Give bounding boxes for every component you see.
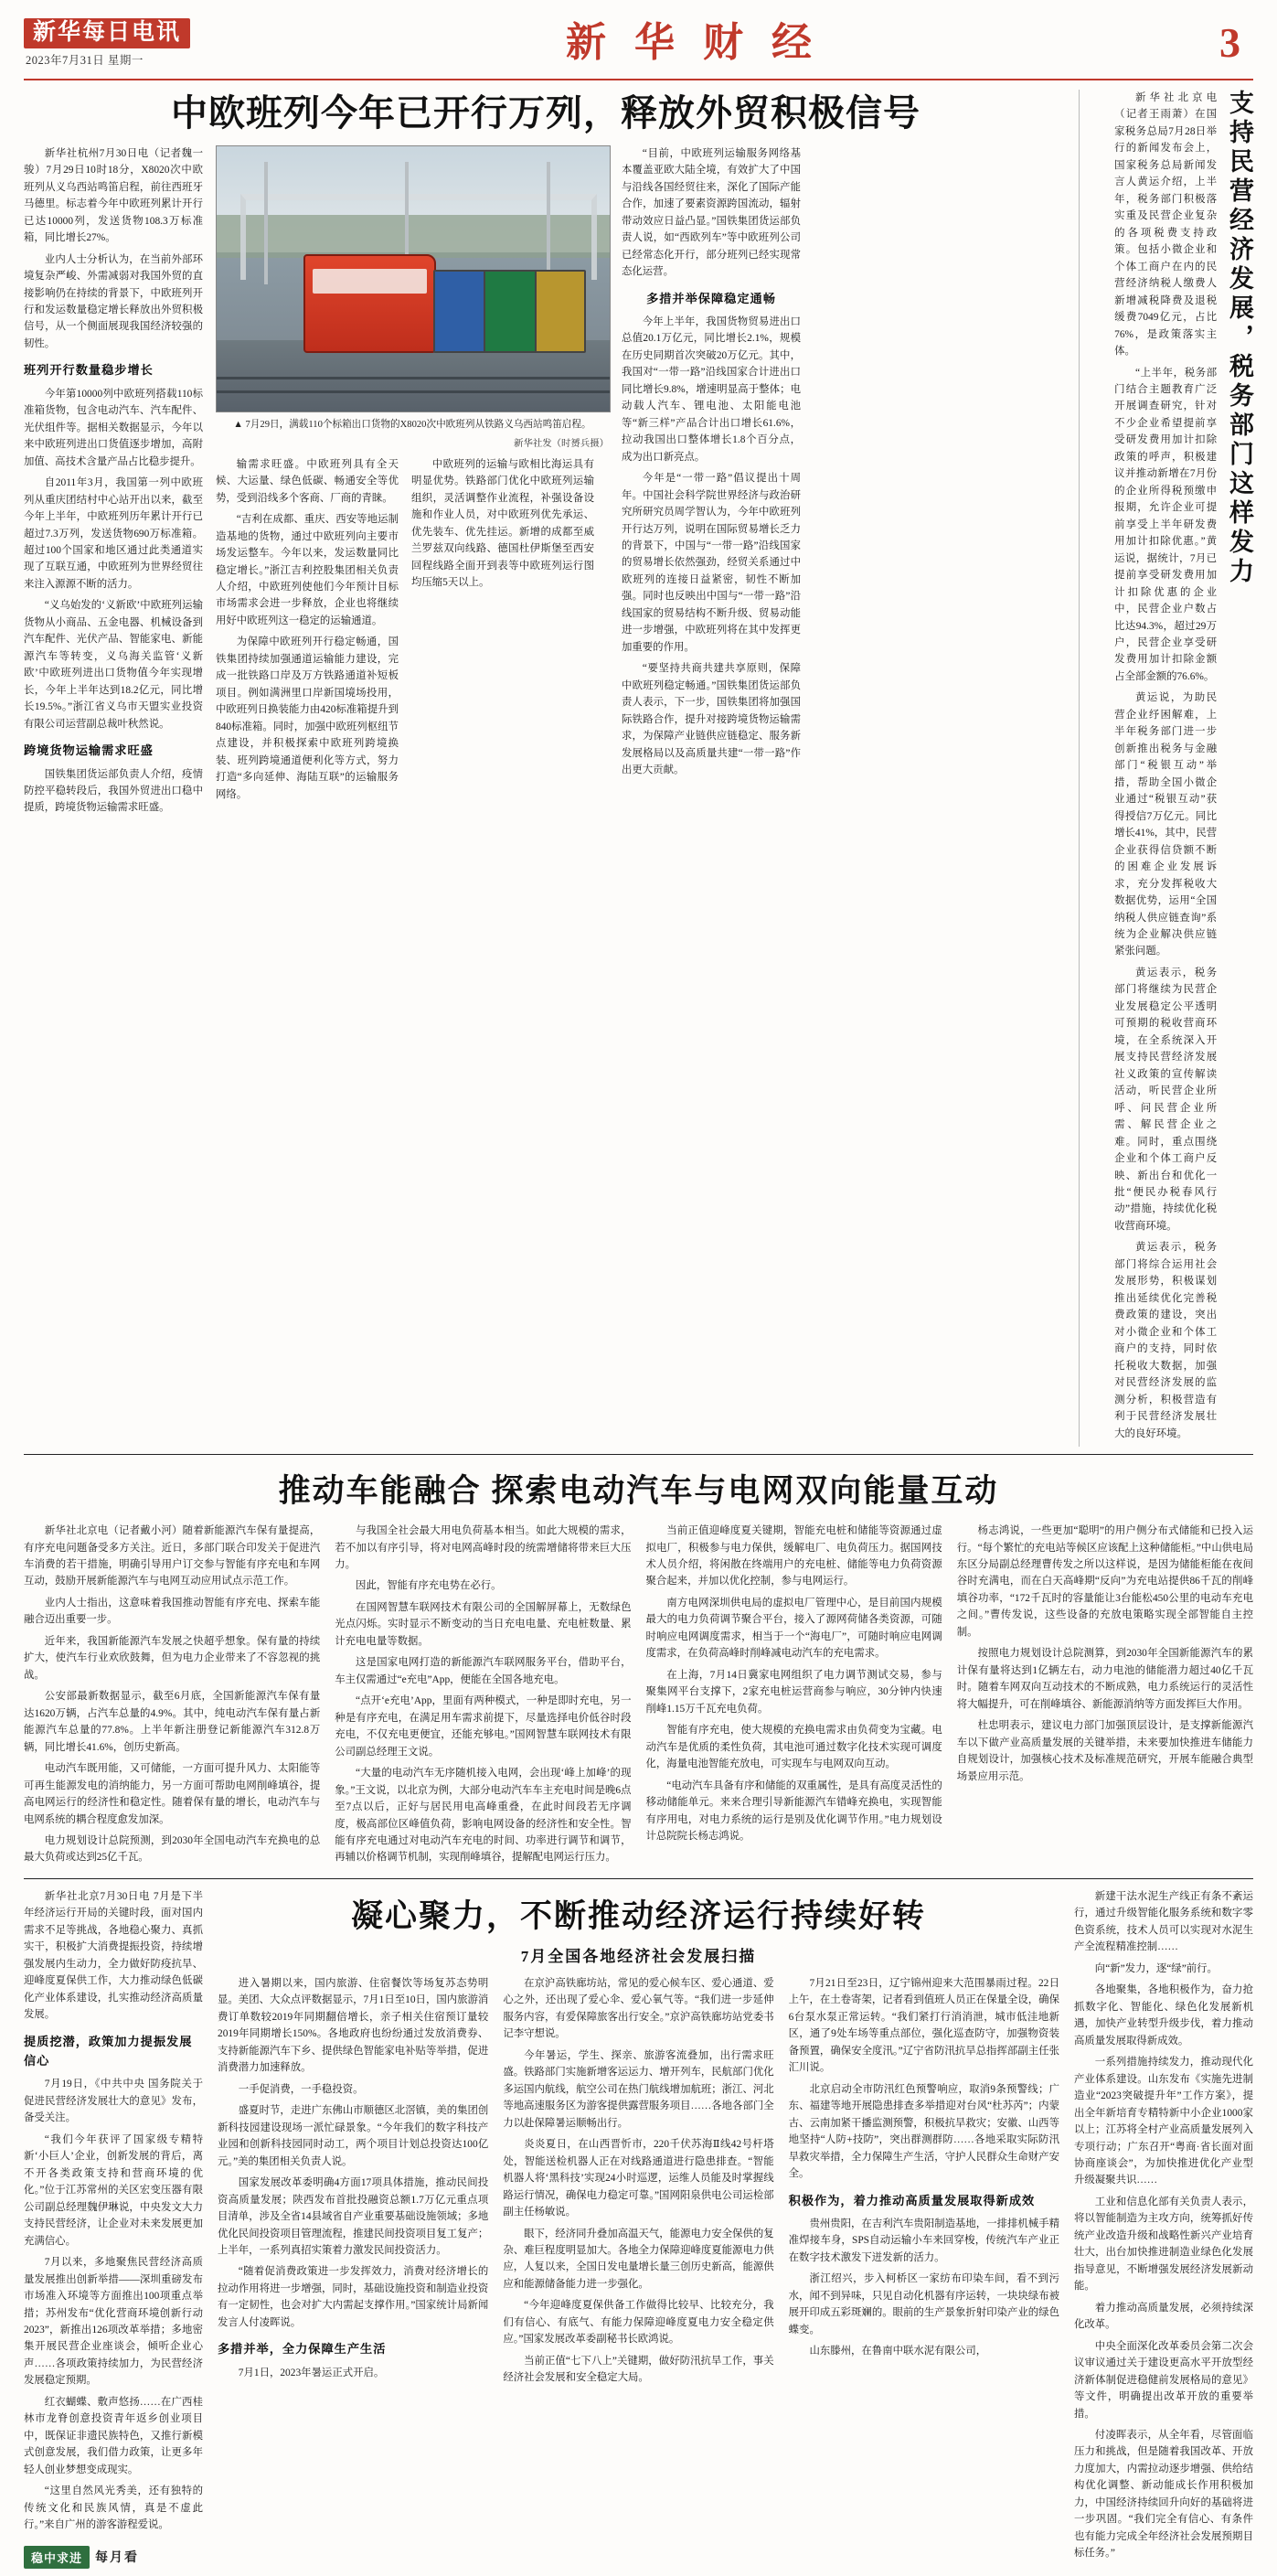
paragraph: 中欧班列的运输与欧相比海运具有明显优势。铁路部门优化中欧班列运输组织，灵活调整作业流程，补强设备设施和作业人员，对中欧班列优先承运、优先装车、优先挂运。新增的成都至威兰罗兹双向线路、德国杜伊斯堡至西安回程线路全面开到表等中欧班列运行图均压缩5天以上。	[411, 458, 594, 588]
paragraph: 为保障中欧班列开行稳定畅通，国铁集团持续加强通道运输能力建设，完成一批铁路口岸及万方铁路通道补短板项目。例如满洲里口岸新国境场投用，中欧班列日换装能力由420标准箱提升到840标准箱。同时，加强中欧班列枢纽节点建设，并积极探索中欧班列跨境换装、班列跨境通道便利化等方式，努力打造“多向延伸、海陆互联”的运输服务网络。	[216, 636, 399, 800]
subheading: 提质挖潜，政策加力提振发展信心	[24, 2034, 193, 2068]
photo-credit: 新华社发（时赟兵摄）	[514, 438, 609, 449]
photo-container-wagon	[535, 270, 586, 353]
paragraph: 付凌晖表示，从全年看，尽管面临压力和挑战，但是随着我国改革、开放力度加大，内需拉动逐步增强、供给结构优化调整、新动能成长作用积极加力，中国经济持续回升向好的基础将进一步巩固。“我们完全有信心、有条件也有能力完成全年经济社会发展预期目标任务。”	[1074, 2430, 1253, 2560]
paragraph: “目前，中欧班列运输服务网络基本覆盖亚欧大陆全境，有效扩大了中国与沿线各国经贸往来，深化了国际产能合作，加速了要素资源跨国流动，辐射带动效应日益凸显。”国铁集团货运部负责人说，如“西欧列车”等中欧班列公司已经常态化开行，部分班列已经实现常态化运营。	[622, 147, 801, 278]
paragraph: “点开‘e充电’App，里面有两种模式，一种是即时充电，另一种是有序充电，在满足用车需求前提下，尽量选择电价低谷时段充电，不仅充电更便宜，还能充够电。”国网智慧车联网技术有限公司副总经理王文说。	[335, 1695, 632, 1758]
paragraph: 盛夏时节，走进广东佛山市顺德区北滘镇，美的集团创新科技园建设现场一派忙碌景象。“今年我们的数字科技产业园和创新科技园同时动工，两个项目计划总投资达100亿元。”美的集团相关负责人说。	[218, 2105, 489, 2167]
stamp-text-label: 每月看	[95, 2551, 140, 2566]
article-header-row	[24, 1888, 1253, 2567]
paragraph: 与我国全社会最大用电负荷基本相当。如此大规模的需求，若不加以有序引导，将对电网高峰时段的统需增储将带来巨大压力。	[335, 1525, 632, 1570]
paragraph: 电力规划设计总院预测，到2030年全国电动汽车充换电的总最大负荷或达到25亿千瓦。	[24, 1835, 321, 1864]
paragraph: 贵州贵阳，在吉利汽车贵阳制造基地，一排排机械手精准焊接车身，SPS自动运输小车来回穿梭，传统汽车产业正在数字技术激发下迸发新的活力。	[788, 2218, 1059, 2263]
paragraph: “义乌始发的‘义新欧’中欧班列运输货物从小商品、五金电器、机械设备到汽车配件、光伏产品、智能家电、新能源汽车等转变，义乌海关监管‘义新欧’中欧班列进出口货物值今年实现增长，今年上半年达到18.2亿元，同比增长19.5%。”浙江省义乌市天盟实业投资有限公司运营副总裁叶秋然说。	[24, 600, 203, 730]
article-column-3	[503, 1975, 773, 2391]
subheading: 班列开行数量稳步增长	[24, 363, 154, 378]
paragraph: 北京启动全市防汛红色预警响应，取消9条预警线；广东、福建等地开展隐患排查多举措迎对台风“杜苏芮”；内蒙古、云南加紧干播监测预警，积极抗旱救灾；安徽、山西等地坚持“人防+技防”，突出群测群防……各地采取实际防汛旱救灾举措，全力保障生产生活，守护人民群众生命财产安全。	[788, 2083, 1059, 2180]
paragraph: 今年上半年，我国货物贸易进出口总值20.1万亿元，同比增长2.1%，规模在历史同期首次突破20万亿元。其中，我国对“一带一路”沿线国家合计进出口同比增长9.8%，增速明显高于整体；电动载人汽车、锂电池、太阳能电池等“新三样”产品合计出口增长61.6%，拉动我国出口整体增长1.8个百分点，成为出口新亮点。	[622, 315, 801, 463]
masthead-center	[243, 20, 1144, 65]
article-column-2	[216, 456, 399, 807]
paragraph: 新建干法水泥生产线正有条不紊运行，通过升级智能化服务系统和数字零色资系统，技术人员可以实现对水泥生产全流程精准控制……	[1074, 1890, 1253, 1953]
paragraph: 南方电网深圳供电局的虚拟电厂管理中心，是目前国内规模最大的电力负荷调节聚合平台，接入了源网荷储各类资源，可随时响应电网调度需求，相当于一个“海电厂”，可随时响应电网调度需求，在负荷高峰时削峰减电动汽车的充电需求。	[645, 1597, 942, 1660]
paragraph: 国家发展改革委明确4方面17项具体措施，推动民间投资高质量发展；陕西发布首批投融资总额1.7万亿元重点项目清单，涉及全省14县域省自产业重要基础设施领域；多地优化民间投资项目管理流程，推建民间投资项目复工复产；上半年，一系列真招实策着力激发民间投资活力。	[218, 2177, 489, 2256]
paragraph: 7月21日至23日，辽宁锦州迎来大范围暴雨过程。22日上午，在土卷寄架，记者看到值班人员正在保量全设，确保6台泵水泵正常运转。“我们紧打行消消泄，城市低洼地新区，通了9处车场等重点部位，强化巡查防守，加强物资装备预置，确保安全度汛。”辽宁省防汛抗旱总指挥部副主任张汇川说。	[788, 1977, 1059, 2074]
article-column-2	[335, 1523, 631, 1871]
article-column-4	[957, 1523, 1253, 1871]
paragraph: 进入暑期以来，国内旅游、住宿餐饮等场复苏态势明显。美团、大众点评数据显示，7月1日至10日，国内旅游消费订单数较2019年同期翻倍增长，亲子相关住宿预订量较2019年同期增长150%。各地政府也纷纷通过发放消费券、支持新能源汽车下乡、提供绿色智能家电补贴等举措，促进消费潜力加速释放。	[218, 1977, 489, 2074]
photo-container-wagon	[484, 270, 538, 353]
photo-rail	[217, 377, 610, 379]
photo-caption: ▲ 7月29日，满载110个标箱出口货物的X8020次中欧班列从铁路义乌西站鸣笛启程。	[233, 419, 591, 430]
article-column-1	[24, 145, 203, 821]
vertical-article-body	[1114, 90, 1217, 1447]
paragraph: 近年来，我国新能源汽车发展之快超乎想象。保有量的持续扩大，使汽车行业欢欣鼓舞，但为电力企业带来了不容忽视的挑战。	[24, 1635, 321, 1681]
publication-logo: 新华每日电讯	[24, 18, 190, 48]
article-column-2	[218, 1975, 488, 2391]
paragraph: 因此，智能有序充电势在必行。	[356, 1580, 502, 1592]
article-headline: 推动车能融合 探索电动汽车与电网双向能量互动	[278, 1473, 999, 1510]
paragraph: 7月1日，2023年暑运正式开启。	[238, 2367, 385, 2378]
article-vehicle-grid-integration	[24, 1455, 1253, 1879]
paragraph: 业内人士分析认为，在当前外部环境复杂严峻、外需减弱对我国外贸的直接影响仍在持续的背景下，中欧班列开行和发运数量稳定增长释放出外贸积极信号，从一个侧面展现我国经济较强的韧性。	[24, 253, 203, 349]
article-economic-recovery	[24, 1879, 1253, 2567]
article-support-private-economy	[1080, 90, 1253, 1447]
paragraph: 一手促消费，一手稳投资。	[238, 2083, 364, 2095]
article-subheadline: 7月全国各地经济社会发展扫描	[520, 1947, 757, 1965]
paragraph: “吉利在成都、重庆、西安等地运制造基地的货物，通过中欧班列向主要市场发运整车。今年以来，发运数量同比稳定增长。”浙江吉利控股集团相关负责人介绍，中欧班列使他们今年预计目标市场需求会进一步释放，企业也将继续用好中欧班列这一稳定的运输通道。	[216, 514, 399, 626]
footer-stamp	[24, 2546, 139, 2569]
article-headline: 中欧班列今年已开行万列，释放外贸积极信号	[171, 92, 921, 134]
article-column-4	[622, 145, 801, 821]
paragraph: 今年第10000列中欧班列搭载110标准箱货物，包含电动汽车、汽车配件、光伏组件等。据相关数据显示，今年以来中欧班列进出口货值逐步增加，高附加值、高技术含量产品占比稳步提升。	[24, 388, 203, 467]
paragraph: 智能有序充电，使大规模的充换电需求由负荷变为宝藏。电动汽车是优质的柔性负荷，其电池可通过数字化技术实现可调度化，海量电池智能充放电，可实现车与电网双向互动。	[645, 1725, 942, 1770]
paragraph: 着力推动高质量发展，必须持续深化改革。	[1074, 2302, 1253, 2331]
paragraph: 当前正值“七下八上”关键期，做好防汛抗旱工作，事关经济社会发展和安全稳定大局。	[503, 2355, 774, 2384]
article-column-3	[646, 1523, 942, 1871]
paragraph: 各地聚集，各地积极作为，奋力抢抓数字化、智能化、绿色化发展新机遇，加快产业转型升级步伐，着力推动高质量发展取得新成效。	[1074, 1984, 1253, 2047]
paragraph: 今年是“一带一路”倡议提出十周年。中国社会科学院世界经济与政治研究所研究员周学智认为，今年中欧班列开行达万列，说明在国际贸易增长乏力的背景下，中国与“一带一路”沿线国家的贸易增长依然强劲，经贸关系通过中欧班列的连接日益紧密，韧性不断加强。同时也反映出中国与“一带一路”沿线国家的贸易结构不断升级、贸易动能进一步增强，中欧班列将在其中发挥更加重要的作用。	[622, 473, 801, 653]
subheading: 积极作为，着力推动高质量发展取得新成效	[788, 2193, 1036, 2207]
article-columns	[24, 1523, 1253, 1871]
subheading: 多措并举，全力保障生产生活	[218, 2342, 387, 2357]
paragraph: 新华社北京7月30日电 7月是下半年经济运行开局的关键时段，面对国内需求不足等挑战，各地稳心聚力、真抓实干，积极扩大消费提振投资，持续增强发展内生动力，全力做好防疫抗旱、迎峰度夏保供工作，大力推动绿色低碳化产业体系建设，扎实推动经济高质量发展。	[24, 1890, 203, 2021]
article-center-head	[218, 1888, 1059, 2391]
paragraph: 今年暑运，学生、探亲、旅游客流叠加，出行需求旺盛。铁路部门实施新增客运运力、增开列车，民航部门优化多运国内航线，航空公司在热门航线增加航班；浙江、河北等地高速服务区为游客提供露营服务项目……各地各部门全力以赴保障暑运顺畅出行。	[503, 2049, 774, 2129]
masthead-right	[1144, 19, 1253, 66]
article-column-1	[24, 1888, 203, 2539]
paragraph: 新华社北京电（记者戴小河）随着新能源汽车保有量提高，有序充电问题备受多方关注。近日，多部门联合印发关于促进汽车消费的若干措施，明确引导用户订交参与智能有序充电和车网互动，鼓励开展新能源汽车与电网互动应用试点示范工作。	[24, 1525, 321, 1587]
article-columns	[24, 145, 1068, 821]
photo-pole	[547, 162, 550, 283]
subheading: 跨境货物运输需求旺盛	[24, 743, 154, 758]
paragraph: 山东滕州，在鲁南中联水泥有限公司，	[809, 2346, 987, 2357]
paragraph: 在国网智慧车联网技术有限公司的全国解屏幕上，无数绿色光点闪烁。实时显示不断变动的当日充电电量、充电桩数量、累计充电电量等数据。	[335, 1601, 632, 1647]
stamp-green-label: 稳中求进	[24, 2546, 90, 2569]
article-column-5	[1074, 1888, 1253, 2567]
masthead-left	[24, 18, 243, 68]
section-title: 新 华 财 经	[566, 20, 821, 65]
photo-pole	[264, 162, 268, 283]
paragraph: 杨志鸿说，一些更加“聪明”的用户侧分布式储能和已投入运行。“每个繁忙的充电站等候区应该配上这种储能柜。”中山供电局东区分局副总经理曹传发之所以这样说，是因为储能柜能在夜间谷时充满电，而在白天高峰期“反向”为充电站提供86千瓦的削峰填谷功率，“172千瓦时的容量能让3台能松450公里的电动车充电之间。”曹传发说，这些设备的充放电策略实现全部智能自主控制。	[956, 1525, 1253, 1638]
paragraph: “大量的电动汽车无序随机接入电网，会出现‘峰上加峰’的现象。”王文说，以北京为例，大部分电动汽车车主充电时间是晚6点至7点以后，正好与居民用电高峰重叠，在此时间段若无序调度，极高部位区峰值负荷，影响电网设备的经济性和安全性。智能有序充电通过对电动汽车充电的时间、功率进行调节和调节，再辅以价格调节机制，实现削峰填谷，提解配电网运行压力。	[335, 1768, 632, 1864]
paragraph: 按照电力规划设计总院测算，到2030年全国新能源汽车的累计保有量将达到1亿辆左右，动力电池的储能潜力超过40亿千瓦时。随着车网双向互动技术的不断成熟，电力系统运行的灵活性将大幅提升，可在削峰填谷、新能源消纳等方面发挥巨大作用。	[956, 1648, 1253, 1710]
paragraph: 向“新”发力，逐“绿”前行。	[1094, 1962, 1218, 1974]
vertical-headline: 支持民营经济发展，税务部门这样发力	[1226, 90, 1253, 587]
photo-locomotive	[303, 254, 437, 353]
paragraph: 在上海，7月14日冀家电网组织了电力调节测试交易，参与聚集网平台支撑下，2家充电桩运营商参与响应，30分钟内快速削峰1.15万千瓦充电负荷。	[645, 1669, 942, 1715]
page-number: 3	[1219, 19, 1240, 66]
paragraph: 炎炎夏日，在山西晋忻市，220千伏苏海Ⅱ线42号杆塔处，智能送检机器人正在对线路通道进行隐患排查。“智能机器人将‘黑科技’实现24小时巡逻，运维人员能及时掌握线路运行情况，确保电力稳定可靠。”国网阳泉供电公司运检部副主任杨敏说。	[503, 2139, 774, 2218]
paragraph: 一系列措施持续发力，推动现代化产业体系建设。山东发布《实施先进制造业“2023突破提升年”工作方案》，提出全年新培育专精特新中小企业1000家以上；江苏将全村产业高质量发展列入专项行动；广东召开“粤商·省长面对面协商座谈会”，为加快推进优化产业型升级凝聚共识……	[1074, 2057, 1253, 2186]
article-main-body	[24, 90, 1080, 1447]
paragraph: “上半年，税务部门结合主题教育广泛开展调查研究，针对不少企业希望提前享受研发费用加计扣除政策的呼声，积极建议并推动新增在7月份的企业所得税预缴申报期，允许企业可提前享受上半年研发费用加计扣除优惠。”黄运说，据统计，7月已提前享受研发费用加计扣除优惠的企业中，民营企业户数占比达94.3%，超过29万户，民营企业享受研发费用加计扣除金额占全部金额的76.6%。	[1114, 367, 1218, 682]
paragraph: 自2011年3月，我国第一列中欧班列从重庆团结村中心站开出以来，截至今年上半年，中欧班列历年累计开行已超过7.3万列，发送货物690万标准箱。超过100个国家和地区通过此类通道实现了互联互通，中欧班列为世界经贸往来注入源源不断的活力。	[24, 477, 203, 590]
paragraph: 电动汽车既用能，又可储能，一方面可提升风力、太阳能等可再生能源发电的消纳能力，另一方面可帮助电网削峰填谷，提高电网运行的经济性和稳定性。随着保有量的增长，电动汽车与电网系统的耦合程度愈发加深。	[24, 1763, 321, 1825]
paragraph: “今年迎峰度夏保供备工作做得比较早、比较充分，我们有信心、有底气、有能力保障迎峰度夏电力安全稳定供应。”国家发展改革委副秘书长欧鸿说。	[503, 2300, 774, 2346]
paragraph: “电动汽车具备有序和储能的双重属性，是具有高度灵活性的移动储能单元。来来合理引导新能源汽车错峰充换电，实现智能有序用电，对电力系统的运行是别及优化调节作用。”电力规划设计总院院长杨志鸿说。	[645, 1780, 942, 1842]
paragraph: “要坚持共商共建共享原则，保障中欧班列稳定畅通。”国铁集团货运部负责人表示，下一步，国铁集团将加强国际铁路合作，提升对接跨境货物运输需求，为保障产业链供应链稳定、服务新发展格局以及高质量共建“一带一路”作出更大贡献。	[622, 663, 801, 776]
article-column-3	[411, 456, 594, 807]
paragraph: “随着促消费政策进一步发挥效力，消费对经济增长的拉动作用将进一步增强，同时，基础设施投资和制造业投资有一定韧性，也会对扩大内需起支撑作用。”国家统计局新闻发言人付凌晖说。	[218, 2266, 489, 2328]
paragraph: 公安部最新数据显示，截至6月底，全国新能源汽车保有量达1620万辆，占汽车总量的4.9%。其中，纯电动汽车保有量占新能源汽车总量的77.8%。上半年新注册登记新能源汽车312.8万辆，同比增长41.6%，创历史新高。	[24, 1691, 321, 1753]
paragraph: 杜忠明表示，建议电力部门加强顶层设计，是支撑新能源汽车以下做产业高质量发展的关键举措，未来要加快推进车储能力自规划设计，加强核心技术及标准规范研究，开展车能融合典型场景应用示范。	[956, 1720, 1253, 1782]
photo-container-wagon	[433, 270, 488, 353]
photo-rail	[217, 390, 610, 393]
paragraph: 输需求旺盛。中欧班列具有全天候、大运量、绿色低碳、畅通安全等优势，受到沿线多个客商、厂商的青睐。	[216, 458, 399, 504]
subheading: 多措并举保障稳定通畅	[646, 291, 776, 305]
paragraph: 红衣蝴蝶、敷声悠扬……在广西桂林市龙脊创意投资青年返乡创业项目中，既保证非遗民族特色，又推行新模式创意发展，我们借力政策，让更多年轻人创业梦想变成现实。	[24, 2396, 203, 2475]
paragraph: 新华社北京电（记者王雨萧）在国家税务总局7月28日举行的新闻发布会上，国家税务总局新闻发言人黄运介绍，上半年，税务部门积极落实重及民营企业复杂的各项税费支持政策。包括小微企业和个体工商户在内的民营经济纳税人缴费人新增减税降费及退税缓费7049亿元，占比76%，是政策落实主体。	[1114, 92, 1218, 358]
paragraph: 这是国家电网打造的新能源汽车联网服务平台，借助平台，车主仅需通过“e充电”App，便能在全国各地充电。	[335, 1657, 632, 1685]
article-headline: 凝心聚力，不断推动经济运行持续好转	[350, 1897, 926, 1934]
article-china-europe-railway	[24, 90, 1253, 1455]
paragraph: 工业和信息化部有关负责人表示，将以智能制造为主攻方向，统筹抓好传统产业改造升级和战略性新兴产业培育壮大，出台加快推进制造业绿色化发展指导意见，不断增强发展经济发展新动能。	[1074, 2196, 1253, 2293]
paragraph: 国铁集团货运部负责人介绍，疫情防控平稳转段后，我国外贸进出口稳中提质，跨境货物运输需求旺盛。	[24, 768, 203, 814]
paragraph: “我们今年获评了国家级专精特新‘小巨人’企业，创新发展的背后，离不开各类政策支持和营商环境的优化。”位于江苏常州的关区宏变压器有限公司副总经理魏伊琳说，中央发文大力支持民营经济，让企业对未来发展更加充满信心。	[24, 2133, 203, 2247]
train-photo	[216, 145, 611, 412]
paragraph: 浙江绍兴，步入柯桥区一家纺布印染车间，看不到污水，闻不到异味，只见自动化机器有序运转，一块块绿布被展开印成五彩斑斓的。眼前的生产景象折射印染产业的绿色蝶变。	[788, 2273, 1059, 2336]
paragraph: 7月19日，《中共中央 国务院关于促进民营经济发展壮大的意见》发布，备受关注。	[24, 2079, 203, 2124]
paragraph: 中央全面深化改革委员会第二次会议审议通过关于建设更高水平开放型经济新体制促进稳健前发展格局的意见》等文件，明确提出改革开放的重要举措。	[1074, 2340, 1253, 2420]
article-photo-column	[216, 145, 609, 821]
article-column-1	[24, 1523, 320, 1871]
paragraph: 黄运表示，税务部门将继续为民营企业发展稳定公平透明可预期的税收营商环境，在全系统深入开展支持民营经济发展社义政策的宣传解读活动，听民营企业所呼、问民营企业所需、解民营企业之难。同时，重点围绕企业和个体工商户反映、新出台和优化一批“便民办税春风行动”措施，持续优化税收营商环境。	[1114, 967, 1218, 1232]
paragraph: 黄运说，为助民营企业纾困解难，上半年税务部门进一步创新推出税务与金融部门“税银互动”举措，帮助全国小微企业通过“税银互动”获得授信7万亿元。同比增长41%，其中，民营企业获得信贷额不断的困难企业发展诉求，充分发挥税收大数据优势，运用“全国纳税人供应链查询”系统为企业解决供应链紧张问题。	[1114, 692, 1218, 957]
paragraph: 眼下，经济同升叠加高温天气，能源电力安全保供的复杂、难巨程度明显加大。各地全力保障迎峰度夏能源电力供应，人复以来，全国日发电量增长量三创历史新高，能源供应和能源储备能力进一步强化。	[503, 2228, 774, 2290]
masthead	[24, 13, 1253, 80]
paragraph: 在京沪高铁廊坊站，常见的爱心候车区、爱心通道、爱心之外，还出现了爱心伞、爱心氧气等。“我们进一步延伸服务内容，有爱保障旅客出行安全。”京沪高铁廊坊站党委书记李守想说。	[503, 1977, 774, 2040]
paragraph: 当前正值迎峰度夏关键期，智能充电桩和储能等资源通过虚拟电厂，积极参与电力保供，缓解电厂、电负荷压力。据国网技术人员介绍，将闲散在终端用户的充电桩、储能等电力负荷资源聚合起来，并加以优化控制，参与电网运行。	[645, 1525, 942, 1587]
paragraph: 新华社杭州7月30日电（记者魏一骏）7月29日10时18分，X8020次中欧班列从义乌西站鸣笛启程，前往西班牙马德里。标志着今年中欧班列累计开行已达10000列，发送货物108.3万标准箱，同比增长27%。	[24, 147, 203, 244]
publication-date: 2023年7月31日 星期一	[26, 54, 144, 67]
article-columns	[218, 1975, 1059, 2391]
paragraph: “这里自然风光秀美，还有独特的传统文化和民族风情，真是不虚此行。”来自广州的游客游程爱说。	[24, 2485, 203, 2531]
paragraph: 业内人士指出，这意味着我国推动智能有序充电、探索车能融合迈出重要一步。	[24, 1597, 321, 1626]
article-column-4	[789, 1975, 1059, 2391]
paragraph: 7月以来，多地聚焦民营经济高质量发展推出创新举措——深圳重磅发布市场准入环境等方面推出100项重点举措；苏州发布“优化营商环境创新行动2023”，新推出126项改革举措；多地密集开展民营企业座谈会，倾听企业心声……各项政策持续加力，为民营经济发展稳定预期。	[24, 2257, 203, 2387]
paragraph: 黄运表示，税务部门将综合运用社会发展形势，积极谋划推出延续优化完善税费政策的建设，突出对小微企业和个体工商户的支持，同时依托税收大数据，加强对民营经济发展的监测分析，积极营造有利于民营经济发展壮大的良好环境。	[1114, 1242, 1218, 1439]
